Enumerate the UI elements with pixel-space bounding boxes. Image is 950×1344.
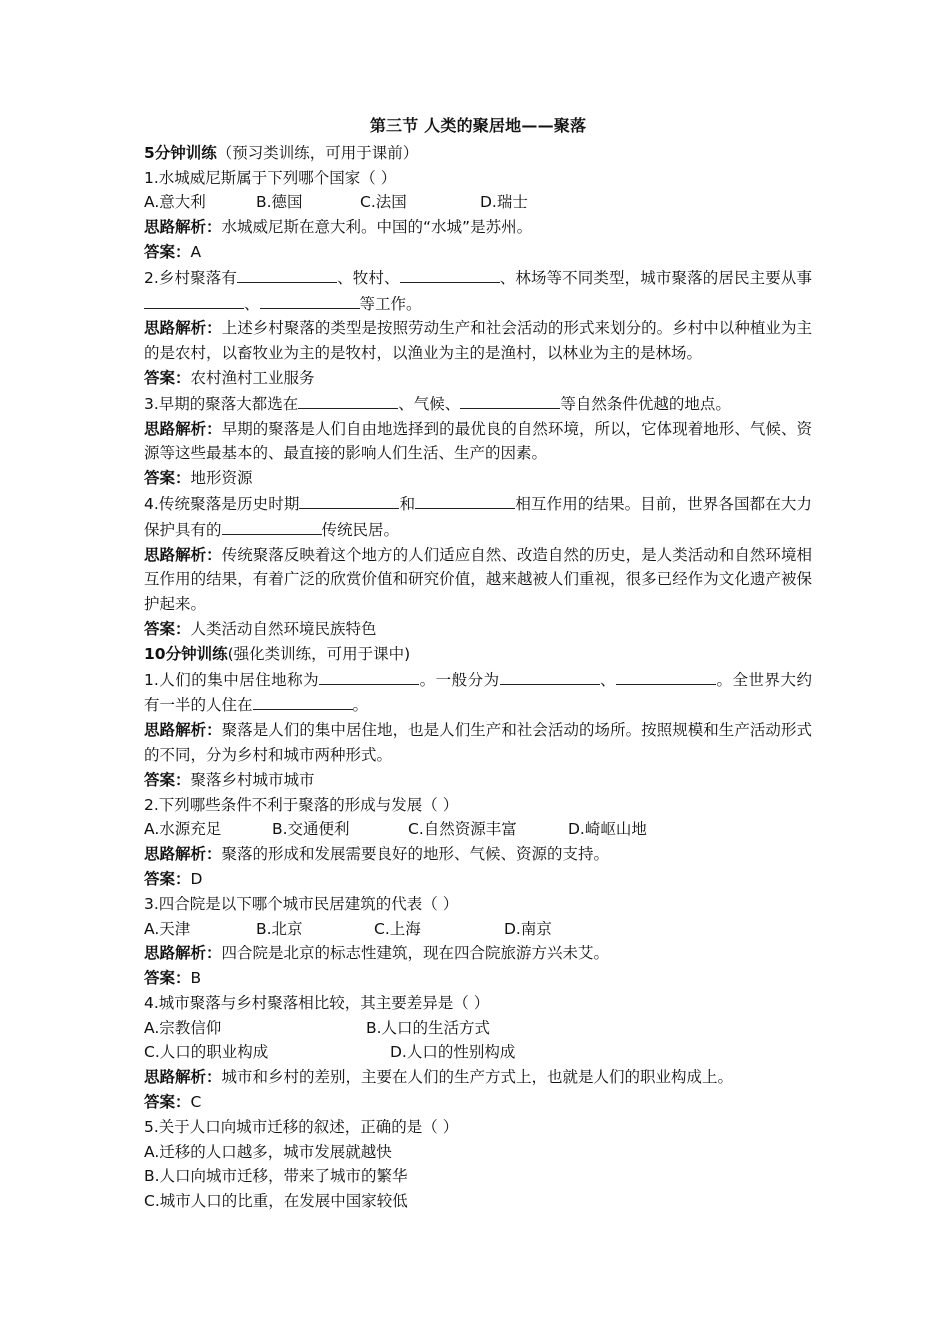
analysis-label: 思路解析：	[144, 218, 222, 237]
stem-part: 相互作用的结果。目前，世界各国都在大力保护具有的	[144, 494, 812, 539]
stem-part: 、	[244, 294, 260, 313]
answer-text: 地形资源	[190, 469, 253, 488]
stem-part: 。	[352, 696, 369, 715]
answer-line	[144, 240, 812, 265]
question-stem: 5.关于人口向城市迁移的叙述，正确的是（ ）	[144, 1117, 459, 1136]
answer-line	[144, 1090, 812, 1115]
question-stem: 4.城市聚落与乡村聚落相比较，其主要差异是（ ）	[144, 993, 490, 1012]
analysis-text: 水城威尼斯在意大利。中国的“水城”是苏州。	[221, 218, 533, 237]
question-stem	[144, 667, 812, 719]
answer-blank	[299, 491, 399, 509]
analysis-line	[144, 316, 812, 366]
section-heading-note: （预习类训练，可用于课前）	[216, 143, 419, 162]
stem-part: 3.早期的聚落大都选在	[144, 394, 299, 413]
analysis-line	[144, 842, 812, 867]
answer-line	[144, 466, 812, 491]
analysis-line	[144, 543, 812, 617]
answer-blank	[460, 391, 560, 409]
option-c: C.人口的职业构成	[144, 1043, 269, 1062]
stem-part: 等工作。	[359, 294, 422, 313]
stem-part: 。全世界大约有一半的人住在	[144, 670, 812, 715]
option-d: D.崎岖山地	[568, 820, 647, 839]
stem-part: 1.人们的集中居住地称为	[144, 670, 320, 689]
option-c: C.法国	[360, 193, 407, 212]
section-heading-label: 10分钟训练	[144, 644, 228, 663]
analysis-line	[144, 417, 812, 467]
analysis-text: 早期的聚落是人们自由地选择到的最优良的自然环境，所以，它体现着地形、气候、资源等这些最基本的、最直接的影响人们生活、生产的因素。	[144, 419, 812, 463]
answer-blank	[260, 291, 360, 309]
analysis-line	[144, 215, 812, 240]
section-heading-label: 5分钟训练	[144, 143, 217, 162]
answer-label: 答案：	[144, 1093, 191, 1112]
analysis-label: 思路解析：	[144, 721, 222, 740]
stem-part: 传统民居。	[321, 520, 400, 539]
option-a: A.水源充足	[144, 820, 222, 839]
option-a: A.天津	[144, 919, 191, 938]
question-options	[144, 1016, 812, 1041]
answer-line	[144, 366, 812, 391]
question-stem: 3.四合院是以下哪个城市民居建筑的代表（ ）	[144, 894, 459, 913]
analysis-label: 思路解析：	[144, 1068, 222, 1087]
analysis-text: 上述乡村聚落的类型是按照劳动生产和社会活动的形式来划分的。乡村中以种植业为主的是农村，以畜牧业为主的是牧村，以渔业为主的是渔村，以林业为主的是林场。	[144, 319, 812, 363]
answer-label: 答案：	[144, 619, 191, 638]
answer-text: D	[190, 869, 203, 888]
analysis-label: 思路解析：	[144, 545, 222, 564]
section-heading-note: (强化类训练，可用于课中)	[227, 644, 411, 663]
answer-label: 答案：	[144, 770, 191, 789]
question-stem: 1.水城威尼斯属于下列哪个国家（ ）	[144, 168, 397, 187]
answer-blank	[319, 667, 419, 685]
option-c: C.自然资源丰富	[408, 820, 517, 839]
option-d: D.瑞士	[480, 193, 528, 212]
analysis-label: 思路解析：	[144, 319, 222, 338]
answer-blank	[298, 391, 398, 409]
stem-part: 4.传统聚落是历史时期	[144, 494, 300, 513]
analysis-text: 传统聚落反映着这个地方的人们适应自然、改造自然的历史，是人类活动和自然环境相互作用的结果，有着广泛的欣赏价值和研究价值，越来越被人们重视，很多已经作为文化遗产被保护起来。	[144, 545, 812, 614]
analysis-line	[144, 941, 812, 966]
stem-part: 、林场等不同类型，城市聚落的居民主要从事	[499, 268, 812, 287]
answer-line	[144, 768, 812, 793]
answer-text: 人类活动自然环境民族特色	[190, 619, 377, 638]
option-b: B.德国	[256, 193, 303, 212]
analysis-text: 聚落的形成和发展需要良好的地形、气候、资源的支持。	[221, 845, 610, 864]
answer-label: 答案：	[144, 969, 191, 988]
answer-line	[144, 966, 812, 991]
answer-blank	[616, 667, 716, 685]
analysis-label: 思路解析：	[144, 419, 222, 438]
stem-part: 2.乡村聚落有	[144, 268, 237, 287]
answer-text: B	[190, 969, 202, 988]
section-heading-10min	[144, 642, 812, 667]
question-options	[144, 190, 812, 215]
answer-label: 答案：	[144, 242, 191, 261]
analysis-label: 思路解析：	[144, 845, 222, 864]
stem-part: 、	[599, 670, 617, 689]
analysis-label: 思路解析：	[144, 944, 222, 963]
answer-label: 答案：	[144, 469, 191, 488]
analysis-line	[144, 718, 812, 768]
question-options	[144, 817, 812, 842]
stem-part: 和	[399, 494, 416, 513]
question-options	[144, 1040, 812, 1065]
section-heading-5min	[144, 141, 812, 166]
stem-part: 等自然条件优越的地点。	[560, 394, 731, 413]
answer-blank	[222, 517, 322, 535]
stem-part: 、气候、	[398, 394, 461, 413]
answer-text: C	[190, 1093, 202, 1112]
answer-blank	[253, 692, 353, 710]
answer-text: A	[190, 242, 202, 261]
analysis-text: 四合院是北京的标志性建筑，现在四合院旅游方兴未艾。	[221, 944, 610, 963]
option-c: C.上海	[374, 919, 421, 938]
analysis-text: 城市和乡村的差别，主要在人们的生产方式上，也就是人们的职业构成上。	[221, 1068, 734, 1087]
question-options	[144, 917, 812, 942]
analysis-text: 聚落是人们的集中居住地，也是人们生产和社会活动的场所。按照规模和生产活动形式的不同，分为乡村和城市两种形式。	[144, 721, 812, 764]
answer-line	[144, 617, 812, 642]
analysis-line	[144, 1065, 812, 1090]
question-stem	[144, 491, 812, 543]
answer-text: 农村渔村工业服务	[190, 368, 315, 387]
document-title: 第三节 人类的聚居地——聚落	[369, 116, 587, 135]
question-stem	[144, 265, 812, 317]
answer-blank	[400, 265, 500, 283]
answer-blank	[415, 491, 515, 509]
answer-label: 答案：	[144, 368, 191, 387]
stem-part: 、牧村、	[337, 268, 400, 287]
question-stem: 2.下列哪些条件不利于聚落的形成与发展（ ）	[144, 795, 459, 814]
stem-part: 。一般分为	[419, 670, 500, 689]
option-a: A.宗教信仰	[144, 1018, 222, 1037]
option-b: B.交通便利	[272, 820, 350, 839]
option-b: B.人口向城市迁移，带来了城市的繁华	[144, 1167, 408, 1186]
answer-blank	[144, 291, 244, 309]
answer-blank	[237, 265, 337, 283]
option-b: B.人口的生活方式	[366, 1018, 491, 1037]
answer-text: 聚落乡村城市城市	[190, 770, 315, 789]
option-d: D.人口的性别构成	[390, 1043, 516, 1062]
answer-label: 答案：	[144, 869, 191, 888]
option-c: C.城市人口的比重，在发展中国家较低	[144, 1192, 408, 1211]
answer-blank	[500, 667, 600, 685]
option-a: A.意大利	[144, 193, 206, 212]
document-content	[144, 114, 812, 1214]
option-a: A.迁移的人口越多，城市发展就越快	[144, 1142, 392, 1161]
question-stem	[144, 391, 812, 417]
option-d: D.南京	[504, 919, 552, 938]
option-b: B.北京	[256, 919, 303, 938]
answer-line	[144, 867, 812, 892]
